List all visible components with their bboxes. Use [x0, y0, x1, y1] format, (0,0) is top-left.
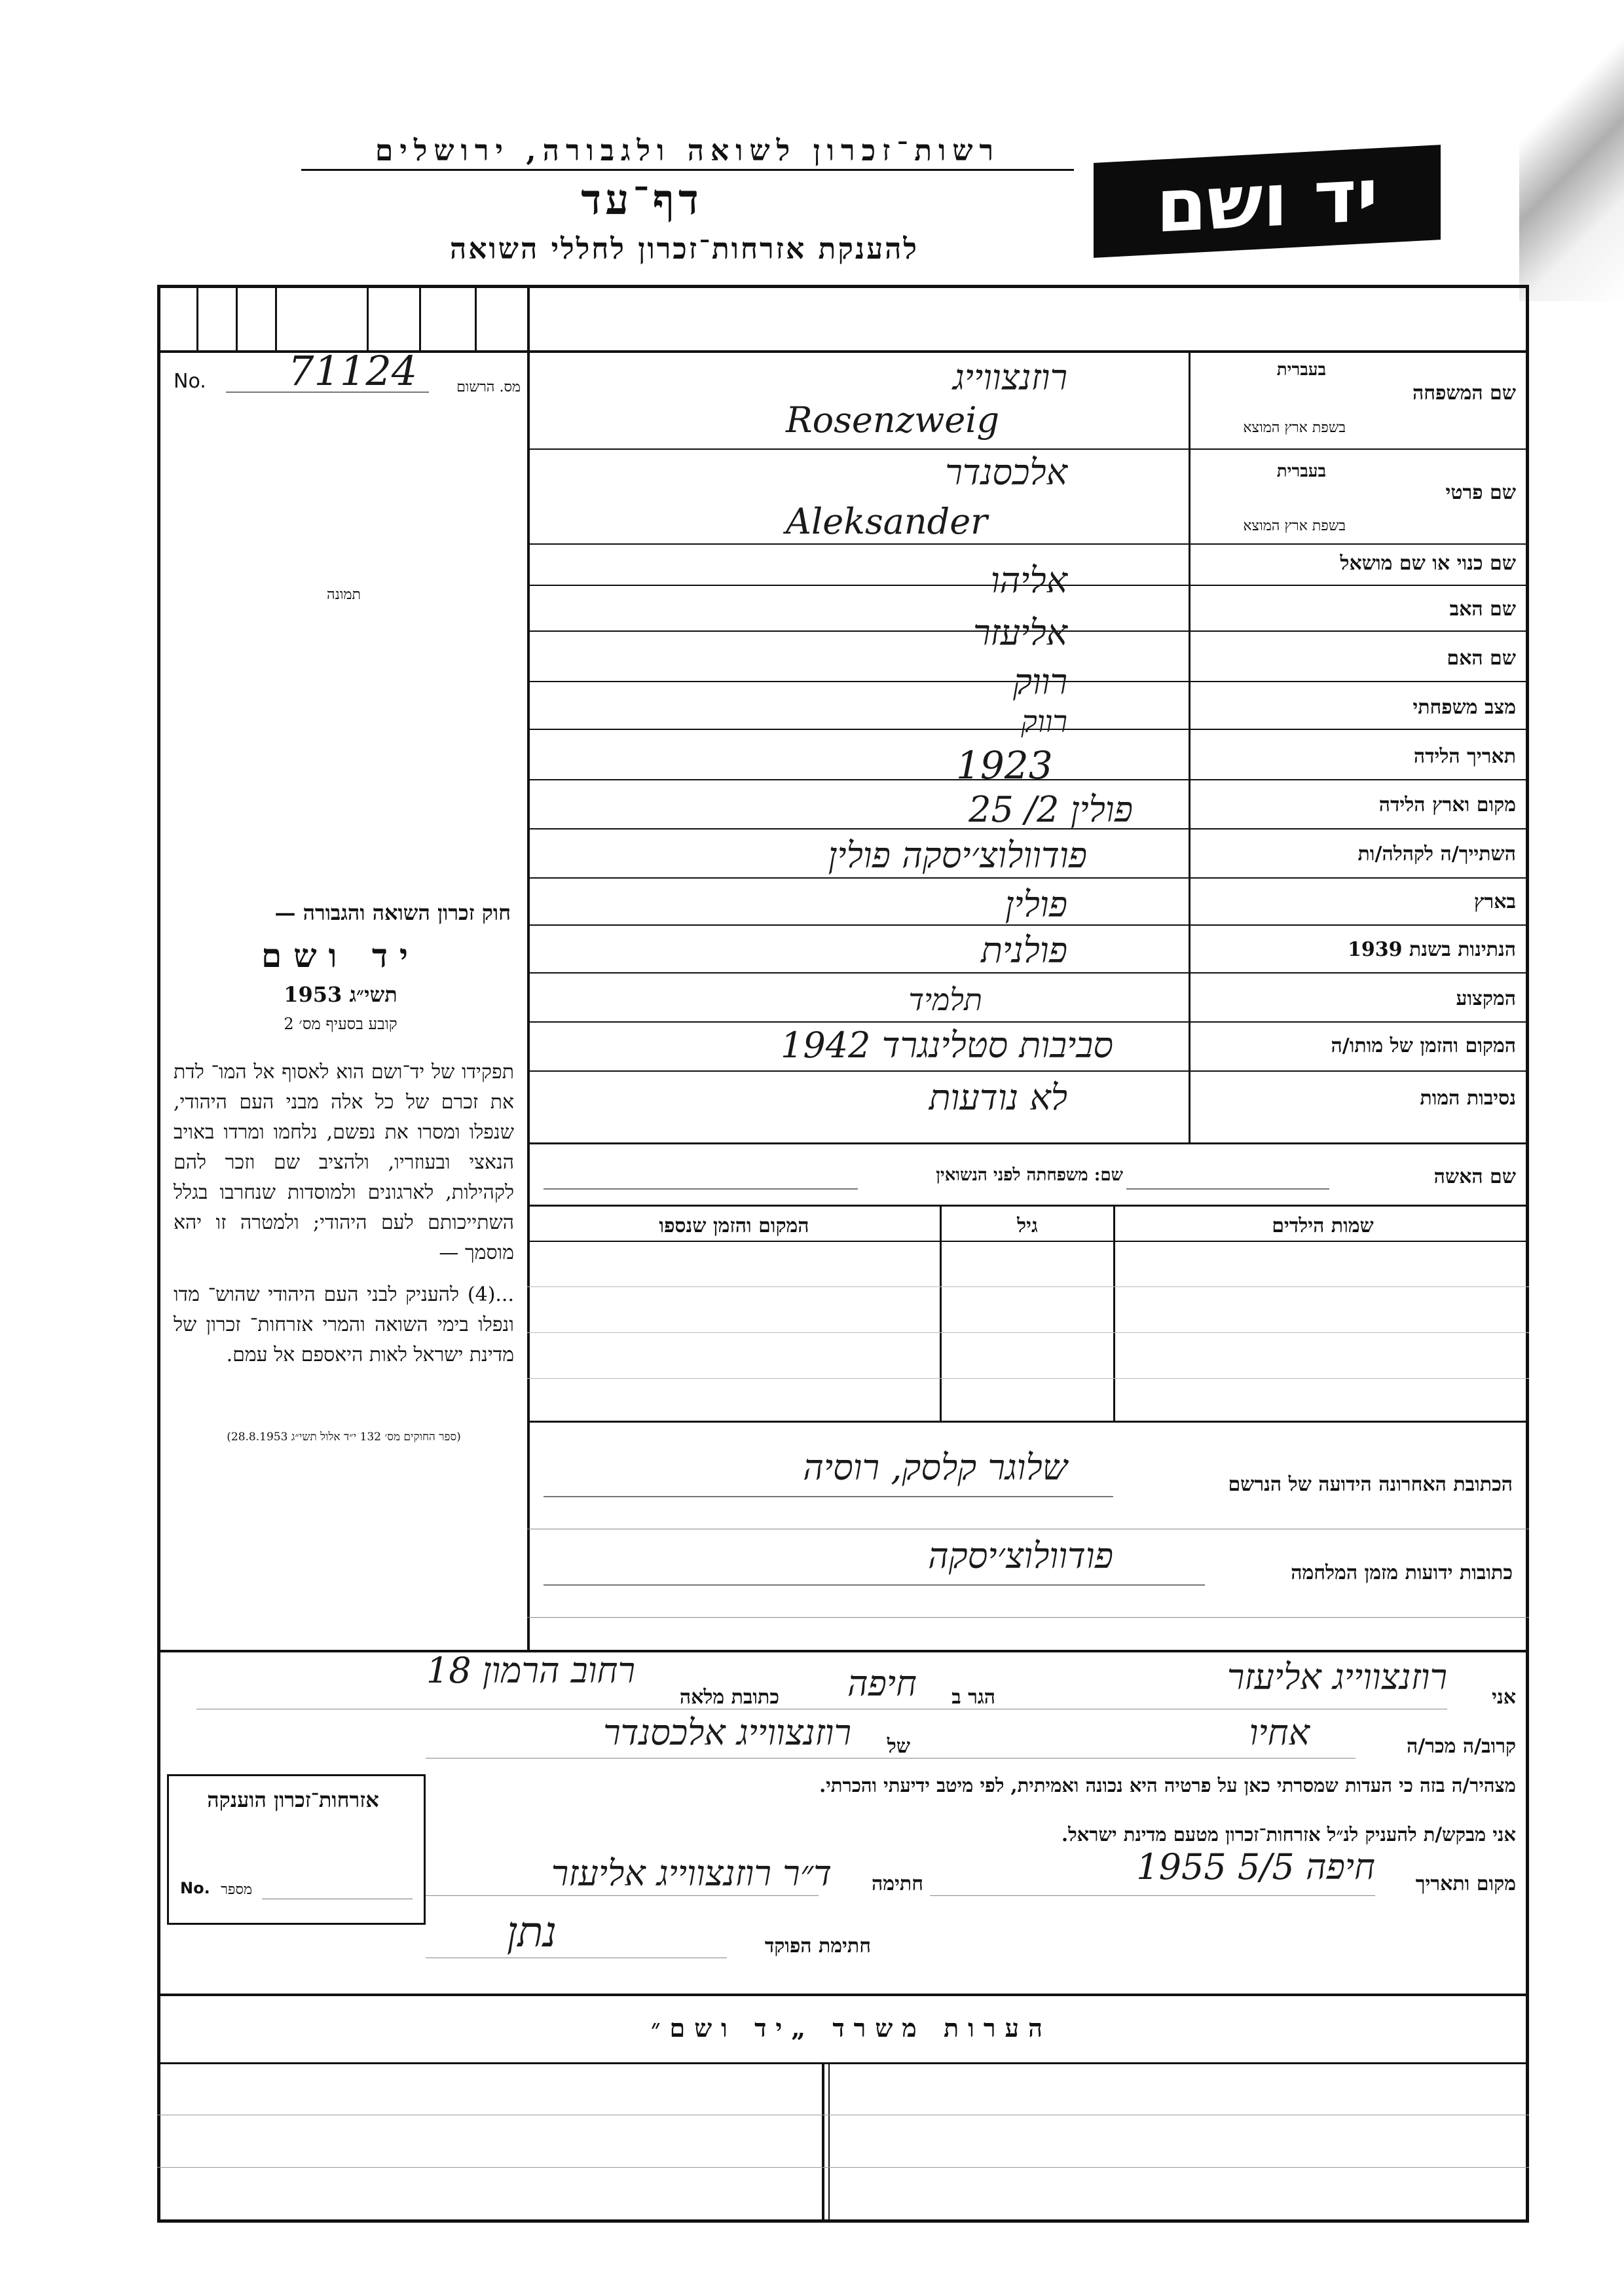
- row-line: [527, 448, 1529, 450]
- signature-label: חתימה: [872, 1872, 923, 1895]
- war-address-value: פודוולוצ׳יסקה: [928, 1535, 1113, 1576]
- first-name-hebrew: אלכסנדר: [945, 452, 1067, 493]
- children-row-line: [527, 1378, 1529, 1379]
- place-date-dots: [930, 1895, 1375, 1896]
- declarant-i-label: אני: [1492, 1686, 1516, 1709]
- birth-place-label: מקום וארץ הלידה: [1378, 793, 1516, 816]
- last-address-label: הכתובת האחרונה הידועה של הנרשם: [1228, 1473, 1513, 1496]
- mother-name-value: אליעזר: [973, 612, 1067, 653]
- last-address-dots: [544, 1496, 1113, 1497]
- law-text-clause4: ...(4) להעניק לבני העם היהודי שהוש־ מדו ונפלו בימי השואה והמרי אזרחות־ זכרון של מדינת ישראל לאות היאספם אל עמם.: [174, 1283, 514, 1366]
- row-line: [527, 543, 1529, 545]
- nationality-1939-label: הנתינות בשנת 1939: [1347, 938, 1516, 961]
- community-value: פודוולוצ׳יסקה פולין: [828, 835, 1087, 876]
- strip-box: [236, 285, 238, 350]
- death-place-value: סביבות סטלינגרד 1942: [781, 1025, 1113, 1066]
- declarant-signature: ד״ר רוזנצווייג אליעזר: [551, 1853, 832, 1894]
- birth-date-note: רווק: [1021, 704, 1067, 739]
- children-col-divider: [940, 1205, 942, 1421]
- law-name: יד ושם: [261, 936, 420, 975]
- form-title: דף־עד: [581, 175, 703, 225]
- row-line: [527, 1070, 1529, 1072]
- label-column-divider: [1189, 350, 1190, 1142]
- law-year: תשי״ג 1953: [284, 982, 397, 1007]
- declarant-address-label: כתובת מלאה: [679, 1686, 779, 1709]
- relation-value: אחיו: [1249, 1712, 1310, 1753]
- notes-header-line: [157, 2062, 1529, 2064]
- official-signature-label: חתימת הפוקד: [764, 1935, 871, 1958]
- form-subtitle: להענקת אזרחות־זכרון לחללי השואה: [449, 232, 919, 266]
- grant-box-title: אזרחות־זכרון הוענקה: [207, 1787, 379, 1812]
- children-col-divider: [1113, 1205, 1115, 1421]
- death-circumstances-label: נסיבות המות: [1420, 1087, 1516, 1110]
- death-circumstances-value: לא נודעות: [929, 1077, 1067, 1118]
- community-label: השתייך/ה לקהלה/ות: [1357, 843, 1516, 866]
- wife-maiden-dots: [544, 1188, 858, 1190]
- declarant-address: רחוב הרמון 18: [426, 1650, 635, 1691]
- row-line: [527, 1021, 1529, 1023]
- war-address-dots: [544, 1584, 1205, 1586]
- wife-maiden-label: שם: משפחתה לפני הנשואין: [936, 1165, 1123, 1185]
- row-line: [527, 877, 1529, 879]
- strip-box: [196, 285, 198, 350]
- strip-box: [367, 285, 369, 350]
- row-line: [527, 1142, 1529, 1144]
- profession-label: המקצוע: [1456, 987, 1516, 1010]
- children-row-line: [527, 1286, 1529, 1287]
- country-value: פולין: [1005, 884, 1067, 925]
- yad-vashem-logo: יד ושם: [1094, 145, 1441, 258]
- notes-title: הערות משרד „יד ושם״: [651, 2013, 1052, 2043]
- registration-no-label: No.: [174, 370, 206, 393]
- first-name-hebrew-sub: בעברית: [1276, 462, 1326, 481]
- children-header-line: [527, 1241, 1529, 1242]
- children-table-top: [527, 1205, 1529, 1207]
- last-address-value: שלוגר קלסק, רוסיה: [803, 1447, 1067, 1488]
- notes-divider: [828, 2062, 830, 2223]
- place-date-value: חיפה 5/5 1955: [1136, 1846, 1375, 1887]
- birth-date-value: 1923: [956, 743, 1053, 788]
- family-name-latin: Rosenzweig: [786, 399, 1000, 441]
- mother-name-label: שם האם: [1447, 647, 1516, 670]
- authority-underline: [301, 169, 1074, 171]
- profession-value: תלמיד: [908, 982, 982, 1017]
- row-line: [527, 972, 1529, 974]
- law-source: (ספר החוקים מס׳ 132 י״ד אלול תשי״ג 28.8.1953): [227, 1430, 461, 1444]
- marital-status-value: רווק: [1012, 661, 1067, 702]
- law-text-purpose: תפקידו של יד־ושם הוא לאסוף אל המו־ לדת את זכרם של כל אלה מבני העם היהודי, שנפלו ומסרו את נפשם, נלחמו ומרדו באויב הנאצי ובעוזריו, ולהציב שם וזכר להם לקהילות, לארגונים ולמוסדות שנחרבו בגלל השתייכותם לעם היהודי; ולמטרה זו יהא מוסמך —: [174, 1061, 514, 1264]
- family-name-origin-sub: בשפת ארץ המוצא: [1243, 420, 1346, 436]
- first-name-latin: Aleksander: [786, 501, 987, 542]
- notes-top-line: [157, 1994, 1529, 1996]
- children-death-header: המקום והזמן שנספו: [659, 1214, 809, 1237]
- declarant-resides-label: הגר ב: [951, 1686, 995, 1709]
- birth-place-value: פולין 2/ 25: [969, 789, 1133, 830]
- relation-of-label: של: [887, 1735, 910, 1758]
- nickname-label: שם כנוי או שם מושאל: [1340, 552, 1516, 575]
- strip-box: [275, 285, 277, 350]
- marital-status-label: מצב משפחתי: [1412, 696, 1516, 719]
- first-name-label: שם פרטי: [1445, 481, 1516, 504]
- family-name-label: שם המשפחה: [1412, 382, 1516, 405]
- authority-title: רשות־זכרון לשואה ולגבורה, ירושלים: [375, 134, 1001, 168]
- children-row-line: [527, 1332, 1529, 1333]
- notes-row-line: [157, 2167, 1529, 2168]
- war-address-label: כתובות ידועות מזמן המלחמה: [1291, 1561, 1513, 1584]
- children-names-header: שמות הילדים: [1272, 1214, 1374, 1237]
- wife-dots: [1126, 1188, 1329, 1190]
- law-clause: קובע בסעיף מס׳ 2: [284, 1015, 397, 1033]
- birth-date-label: תאריך הלידה: [1413, 745, 1516, 768]
- address-dots-line: [527, 1617, 1529, 1618]
- wife-label: שם האשה: [1433, 1165, 1516, 1188]
- request-text: אני מבקש/ת להעניק לנ״ל אזרחות־זכרון מטעם מדינת ישראל.: [1061, 1823, 1516, 1846]
- left-column-divider: [527, 285, 530, 1650]
- strip-box: [475, 285, 477, 350]
- children-table-bottom: [527, 1421, 1529, 1423]
- declaration-text: מצהיר/ה בזה כי העדות שמסרתי כאן על פרטיה היא נכונה ואמיתית, לפי מיטב ידיעתי והכרתי.: [819, 1774, 1516, 1796]
- official-signature: נתן: [506, 1908, 557, 1957]
- grant-box-no-label: No.: [180, 1879, 210, 1897]
- relation-of-name: רוזנצווייג אלכסנדר: [603, 1712, 851, 1753]
- death-place-label: המקום והזמן של מותו/ה: [1331, 1034, 1516, 1057]
- children-age-header: גיל: [1017, 1214, 1038, 1237]
- grant-box-no-label-he: מספר: [221, 1882, 252, 1898]
- declarant-city: חיפה: [847, 1663, 917, 1704]
- first-name-origin-sub: בשפת ארץ המוצא: [1243, 518, 1346, 534]
- photo-label: תמונה: [327, 587, 361, 603]
- registration-no-label-he: מס. הרשום: [456, 379, 521, 395]
- notes-divider: [822, 2062, 824, 2223]
- father-name-value: אליהו: [990, 560, 1067, 601]
- relation-label: קרוב/ה מכר/ה: [1407, 1735, 1516, 1758]
- nationality-value: פולנית: [980, 930, 1067, 971]
- law-title: חוק זכרון השואה והגבורה —: [274, 900, 511, 925]
- family-name-hebrew: רוזנצווייג: [952, 357, 1067, 398]
- father-name-label: שם האב: [1449, 598, 1516, 621]
- country-label: בארץ: [1473, 890, 1516, 913]
- declarant-name: רוזנצווייג אליעזר: [1227, 1656, 1447, 1698]
- registration-number: 71124: [288, 347, 418, 395]
- place-date-label: מקום ותאריך: [1415, 1872, 1516, 1895]
- strip-box: [419, 285, 421, 350]
- page-fold-shadow: [1519, 0, 1624, 301]
- signature-dots: [426, 1895, 819, 1896]
- family-name-hebrew-sub: בעברית: [1276, 360, 1326, 380]
